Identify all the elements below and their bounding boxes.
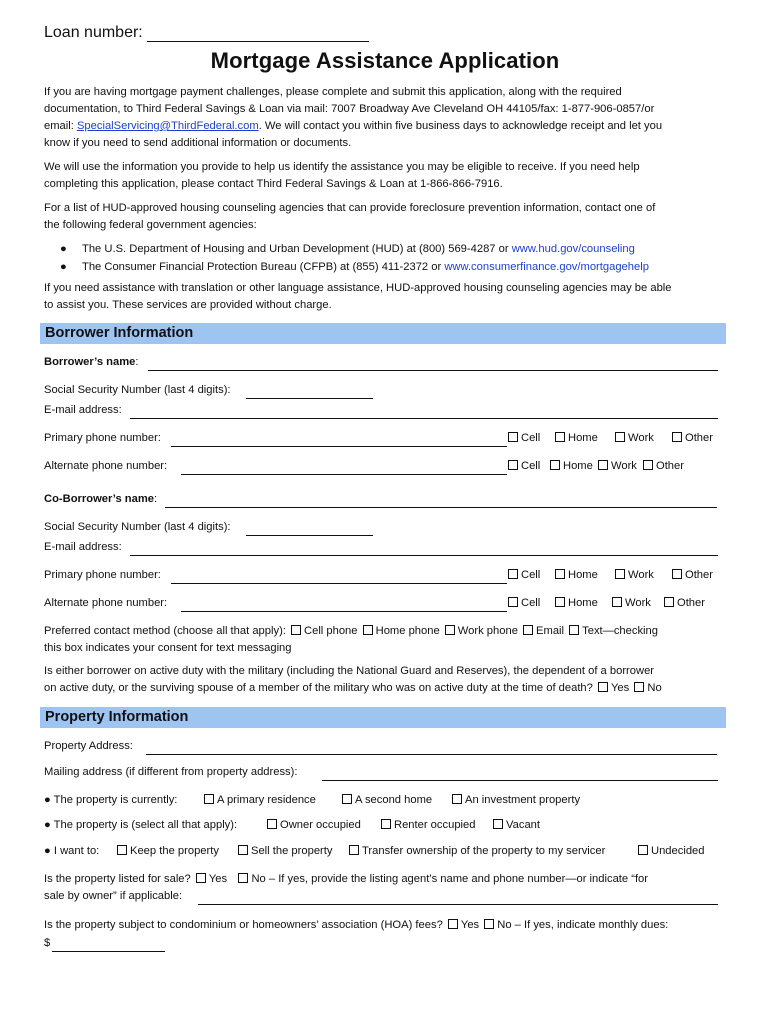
borrower-email-input[interactable] — [130, 417, 718, 419]
property-address-input[interactable] — [146, 753, 717, 755]
mailing-address-input[interactable] — [322, 779, 718, 781]
checkbox[interactable] — [117, 845, 127, 855]
sale-no-option[interactable]: No – If yes, provide the listing agent’s name and phone number—or indicate “for — [236, 873, 648, 885]
checkbox[interactable] — [508, 432, 518, 442]
coborrower-primary-cell-option[interactable]: Cell — [506, 569, 540, 581]
hoa-yes-option[interactable]: Yes — [446, 919, 479, 931]
checkbox[interactable] — [452, 794, 462, 804]
borrower-primary-phone-input[interactable] — [171, 445, 507, 447]
coborrower-alternate-phone-input[interactable] — [181, 610, 507, 612]
coborrower-alternate-work-option[interactable]: Work — [610, 597, 651, 609]
checkbox[interactable] — [363, 625, 373, 635]
property-section-header: Property Information — [40, 707, 726, 728]
borrower-ssn-input[interactable] — [246, 397, 373, 399]
checkbox[interactable] — [672, 432, 682, 442]
coborrower-email-label: E-mail address: — [44, 541, 122, 553]
coborrower-primary-phone-label: Primary phone number: — [44, 569, 161, 581]
coborrower-alternate-phone-label: Alternate phone number: — [44, 597, 168, 609]
checkbox[interactable] — [493, 819, 503, 829]
borrower-email-label: E-mail address: — [44, 404, 122, 416]
coborrower-alternate-home-option[interactable]: Home — [553, 597, 598, 609]
intro-paragraph-3: For a list of HUD-approved housing counseling agencies that can provide foreclosure prevention information, contact one of the following federal government agencies: — [44, 202, 656, 231]
bullet-cfpb: ● The Consumer Financial Protection Bureau (CFPB) at (855) 411-2372 or www.consumerfinance.gov/mortgagehelp — [60, 261, 649, 273]
intro-paragraph-1: If you are having mortgage payment challenges, please complete and submit this application, along with the required documentation, to Third Federal Savings & Loan via mail: 7007 Broadway Ave Cleveland OH 44105/fax: 1-877-906-0857/or email: SpecialServicing@ThirdFederal.com. We will contact you within five business days to acknowledge receipt and let you know if you need to send additional information or documents. — [44, 86, 663, 149]
pref-home-option[interactable]: Home phone — [361, 625, 440, 637]
borrower-primary-work-option[interactable]: Work — [613, 432, 654, 444]
borrower-primary-cell-option[interactable]: Cell — [506, 432, 540, 444]
borrower-alternate-work-option[interactable]: Work — [596, 460, 637, 472]
owner-occupied-option[interactable]: Owner occupied — [265, 819, 361, 831]
coborrower-alternate-other-option[interactable]: Other — [662, 597, 705, 609]
checkbox[interactable] — [445, 625, 455, 635]
military-question-line-1: Is either borrower on active duty with the military (including the National Guard and Reserves), the dependent of a borrower — [44, 665, 655, 677]
coborrower-primary-other-option[interactable]: Other — [670, 569, 713, 581]
sell-property-option[interactable]: Sell the property — [236, 845, 332, 857]
page-title: Mortgage Assistance Application — [210, 48, 560, 73]
loan-number-field — [44, 24, 369, 42]
property-select-row: ● The property is (select all that apply): — [44, 819, 238, 831]
property-currently-row: ● The property is currently: — [44, 794, 178, 806]
coborrower-ssn-input[interactable] — [246, 534, 373, 536]
coborrower-email-input[interactable] — [130, 554, 718, 556]
borrower-ssn-label: Social Security Number (last 4 digits): — [44, 384, 231, 396]
checkbox[interactable] — [672, 569, 682, 579]
military-question-line-2: on active duty, or the surviving spouse of a member of the military who was on active duty at the time of death? Yes No — [44, 682, 662, 694]
intro-paragraph-4: If you need assistance with translation or other language assistance, HUD-approved housing counseling agencies may be able to assist you. These services are provided without charge. — [44, 282, 672, 311]
pref-work-option[interactable]: Work phone — [443, 625, 518, 637]
checkbox[interactable] — [555, 597, 565, 607]
hoa-no-option[interactable]: No – If yes, indicate monthly dues: — [482, 919, 668, 931]
military-yes-option[interactable]: Yes — [596, 682, 629, 694]
checkbox[interactable] — [555, 432, 565, 442]
borrower-name-input[interactable] — [148, 369, 718, 371]
checkbox[interactable] — [615, 569, 625, 579]
hoa-dues-input[interactable] — [52, 950, 165, 952]
borrower-primary-phone-label: Primary phone number: — [44, 432, 161, 444]
checkbox[interactable] — [267, 819, 277, 829]
military-no-option[interactable]: No — [632, 682, 661, 694]
checkbox[interactable] — [615, 432, 625, 442]
borrower-primary-other-option[interactable]: Other — [670, 432, 713, 444]
pref-email-option[interactable]: Email — [521, 625, 564, 637]
cfpb-link[interactable]: www.consumerfinance.gov/mortgagehelp — [444, 261, 649, 273]
mailing-address-label: Mailing address (if different from property address): — [44, 766, 298, 778]
email-link[interactable]: SpecialServicing@ThirdFederal.com — [76, 120, 259, 132]
checkbox[interactable] — [349, 845, 359, 855]
borrower-name-row: Borrower’s name: — [44, 356, 139, 368]
checkbox[interactable] — [238, 845, 248, 855]
coborrower-ssn-label: Social Security Number (last 4 digits): — [44, 521, 231, 533]
hoa-dollar-label: $ — [44, 937, 51, 949]
vacant-option[interactable]: Vacant — [491, 819, 540, 831]
checkbox[interactable] — [638, 845, 648, 855]
checkbox[interactable] — [523, 625, 533, 635]
hoa-row: Is the property subject to condominium or homeowners’ association (HOA) fees? Yes No – If yes, indicate monthly dues: — [44, 919, 669, 931]
listing-agent-label: sale by owner” if applicable: — [44, 890, 183, 902]
coborrower-name-row: Co-Borrower’s name: — [44, 493, 158, 505]
checkbox[interactable] — [484, 919, 494, 929]
checkbox[interactable] — [342, 794, 352, 804]
currently-primary-option[interactable]: A primary residence — [202, 794, 316, 806]
coborrower-alternate-cell-option[interactable]: Cell — [506, 597, 540, 609]
checkbox[interactable] — [204, 794, 214, 804]
intent-row: ● I want to: — [44, 845, 100, 857]
checkbox[interactable] — [598, 460, 608, 470]
keep-property-option[interactable]: Keep the property — [115, 845, 219, 857]
loan-number-label: Loan number: — [44, 24, 143, 41]
checkbox[interactable] — [598, 682, 608, 692]
checkbox[interactable] — [508, 569, 518, 579]
checkbox[interactable] — [508, 597, 518, 607]
checkbox[interactable] — [664, 597, 674, 607]
coborrower-primary-work-option[interactable]: Work — [613, 569, 654, 581]
preferred-contact-note: this box indicates your consent for text messaging — [44, 642, 292, 654]
borrower-alternate-cell-option[interactable]: Cell — [506, 460, 540, 472]
checkbox[interactable] — [634, 682, 644, 692]
loan-number-input[interactable] — [147, 25, 369, 42]
checkbox[interactable] — [508, 460, 518, 470]
transfer-ownership-option[interactable]: Transfer ownership of the property to my servicer — [347, 845, 605, 857]
renter-occupied-option[interactable]: Renter occupied — [379, 819, 475, 831]
pref-text-option[interactable]: Text—checking — [567, 625, 658, 637]
checkbox[interactable] — [643, 460, 653, 470]
currently-investment-option[interactable]: An investment property — [450, 794, 580, 806]
checkbox[interactable] — [569, 625, 579, 635]
checkbox[interactable] — [238, 873, 248, 883]
property-address-label: Property Address: — [44, 740, 133, 752]
borrower-alternate-phone-label: Alternate phone number: — [44, 460, 168, 472]
listed-for-sale-row: Is the property listed for sale? Yes No – If yes, provide the listing agent’s name and phone number—or indicate “for — [44, 873, 649, 885]
borrower-primary-home-option[interactable]: Home — [553, 432, 598, 444]
checkbox[interactable] — [381, 819, 391, 829]
bullet-hud: ● The U.S. Department of Housing and Urban Development (HUD) at (800) 569-4287 or www.hud.gov/counseling — [60, 243, 635, 255]
checkbox[interactable] — [612, 597, 622, 607]
coborrower-primary-phone-input[interactable] — [171, 582, 507, 584]
checkbox[interactable] — [448, 919, 458, 929]
currently-second-home-option[interactable]: A second home — [340, 794, 432, 806]
intro-paragraph-2: We will use the information you provide to help us identify the assistance you may be eligible to receive. If you need help completing this application, please contact Third Federal Savings & Loan at 1-866-866-7916. — [44, 161, 640, 190]
borrower-section-header: Borrower Information — [40, 323, 726, 344]
listing-agent-input[interactable] — [198, 903, 718, 905]
coborrower-primary-home-option[interactable]: Home — [553, 569, 598, 581]
checkbox[interactable] — [291, 625, 301, 635]
hud-link[interactable]: www.hud.gov/counseling — [511, 243, 635, 255]
checkbox[interactable] — [196, 873, 206, 883]
coborrower-name-input[interactable] — [165, 506, 717, 508]
preferred-contact-row: Preferred contact method (choose all that apply): Cell phone Home phone Work phone Email Text—checking — [44, 625, 658, 637]
borrower-alternate-other-option[interactable]: Other — [641, 460, 684, 472]
borrower-alternate-home-option[interactable]: Home — [548, 460, 593, 472]
borrower-alternate-phone-input[interactable] — [181, 473, 507, 475]
checkbox[interactable] — [555, 569, 565, 579]
sale-yes-option[interactable]: Yes — [194, 873, 227, 885]
pref-cell-option[interactable]: Cell phone — [289, 625, 358, 637]
undecided-option[interactable]: Undecided — [636, 845, 705, 857]
checkbox[interactable] — [550, 460, 560, 470]
